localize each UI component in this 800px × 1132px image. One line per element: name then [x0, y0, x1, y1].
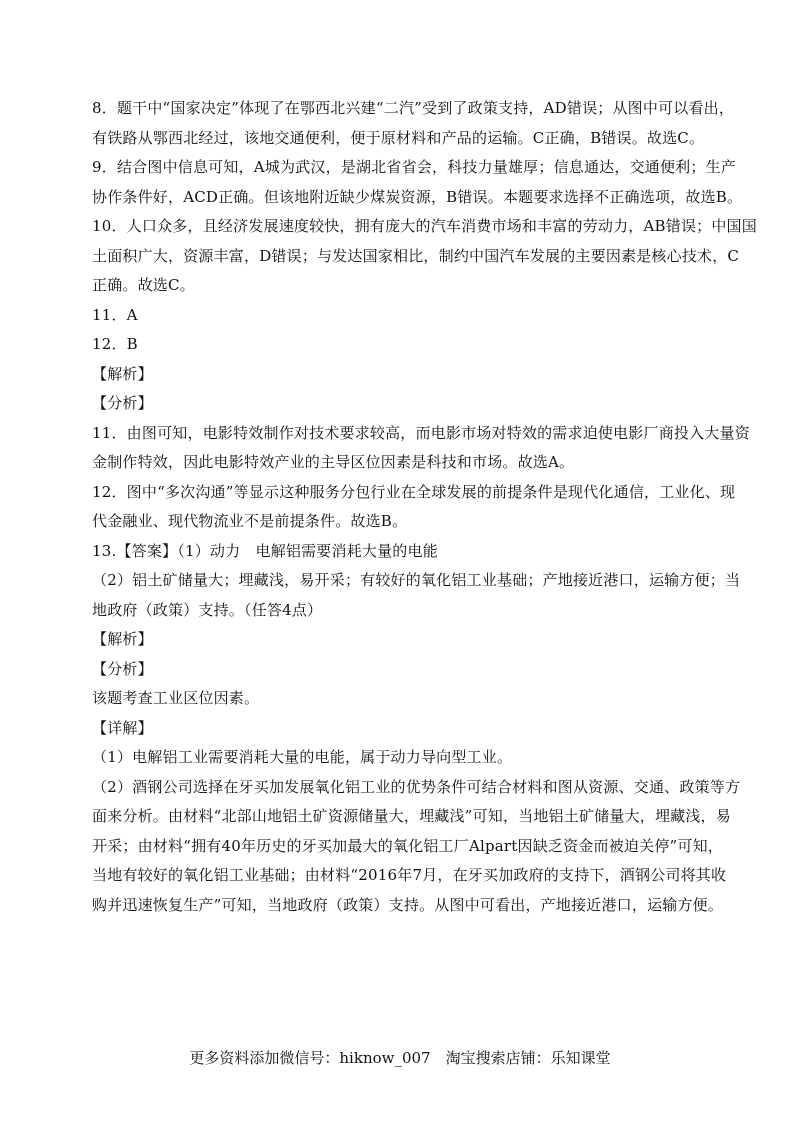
text-line: 8．题干中“国家决定”体现了在鄂西北兴建“二汽”受到了政策支持，AD错误；从图中可以看出，	[92, 99, 735, 117]
text-line: 9．结合图中信息可知，A城为武汉，是湖北省省会，科技力量雄厚；信息通达，交通便利；生产	[92, 158, 736, 176]
text-line: 10．人口众多，且经济发展速度较快，拥有庞大的汽车消费市场和丰富的劳动力，AB错误；中国国	[92, 217, 757, 235]
text-line: 正确。故选C。	[92, 276, 195, 294]
text-line: 【解析】	[92, 364, 153, 383]
text-line: 【分析】	[92, 394, 153, 412]
text-line: 面来分析。由材料“北部山地铝土矿资源储量大，埋藏浅”可知，当地铝土矿储量大，埋藏浅，易	[92, 807, 731, 825]
page-footer: 更多资料添加微信号：hiknow_007 淘宝搜索店铺：乐知课堂	[189, 1049, 611, 1067]
text-line: 当地有较好的氧化铝工业基础；由材料“2016年7月，在牙买加政府的支持下，酒钢公司将其收	[92, 866, 727, 884]
text-line: 协作条件好，ACD正确。但该地附近缺少煤炭资源，B错误。本题要求选择不正确选项，故选B。	[92, 187, 743, 206]
text-line: 【分析】	[92, 659, 153, 678]
text-line: 地政府（政策）支持。（任答4点）	[92, 600, 323, 619]
text-line: 11．由图可知，电影特效制作对技术要求较高，而电影市场对特效的需求迫使电影厂商投入大量资	[92, 423, 750, 442]
text-line: 【解析】	[92, 630, 153, 648]
text-line: 金制作特效，因此电影特效产业的主导区位因素是科技和市场。故选A。	[92, 453, 575, 471]
text-line: （2）酒钢公司选择在牙买加发展氧化铝工业的优势条件可结合材料和图从资源、交通、政策等方	[92, 777, 741, 796]
text-line: 【详解】	[92, 718, 153, 737]
text-line: 该题考查工业区位因素。	[92, 689, 260, 707]
text-line: 土面积广大，资源丰富，D错误；与发达国家相比，制约中国汽车发展的主要因素是核心技术，C	[92, 246, 740, 265]
text-line: 开采；由材料“拥有40年历史的牙买加最大的氧化铝工厂Alpart因缺乏资金而被迫关停”可知，	[92, 836, 724, 855]
text-line: （1）电解铝工业需要消耗大量的电能，属于动力导向型工业。	[92, 748, 513, 766]
text-line: 购并迅速恢复生产”可知，当地政府（政策）支持。从图中可看出，产地接近港口，运输方便。	[92, 895, 724, 914]
text-line: 12．图中“多次沟通”等显示这种服务分包行业在全球发展的前提条件是现代化通信，工业化、现	[92, 482, 736, 501]
text-line: 有铁路从鄂西北经过，该地交通便利，便于原材料和产品的运输。C正确，B错误。故选C。	[92, 128, 705, 147]
text-line: 代金融业、现代物流业不是前提条件。故选B。	[92, 512, 408, 530]
text-line: （2）铝土矿储量大；埋藏浅，易开采；有较好的氧化铝工业基础；产地接近港口，运输方便；当	[92, 571, 741, 589]
answer-text-block	[92, 94, 757, 920]
text-line: 12．B	[92, 335, 138, 353]
text-line: 11．A	[92, 305, 138, 324]
text-line: 13.【答案】（1）动力 电解铝需要消耗大量的电能	[92, 541, 438, 560]
